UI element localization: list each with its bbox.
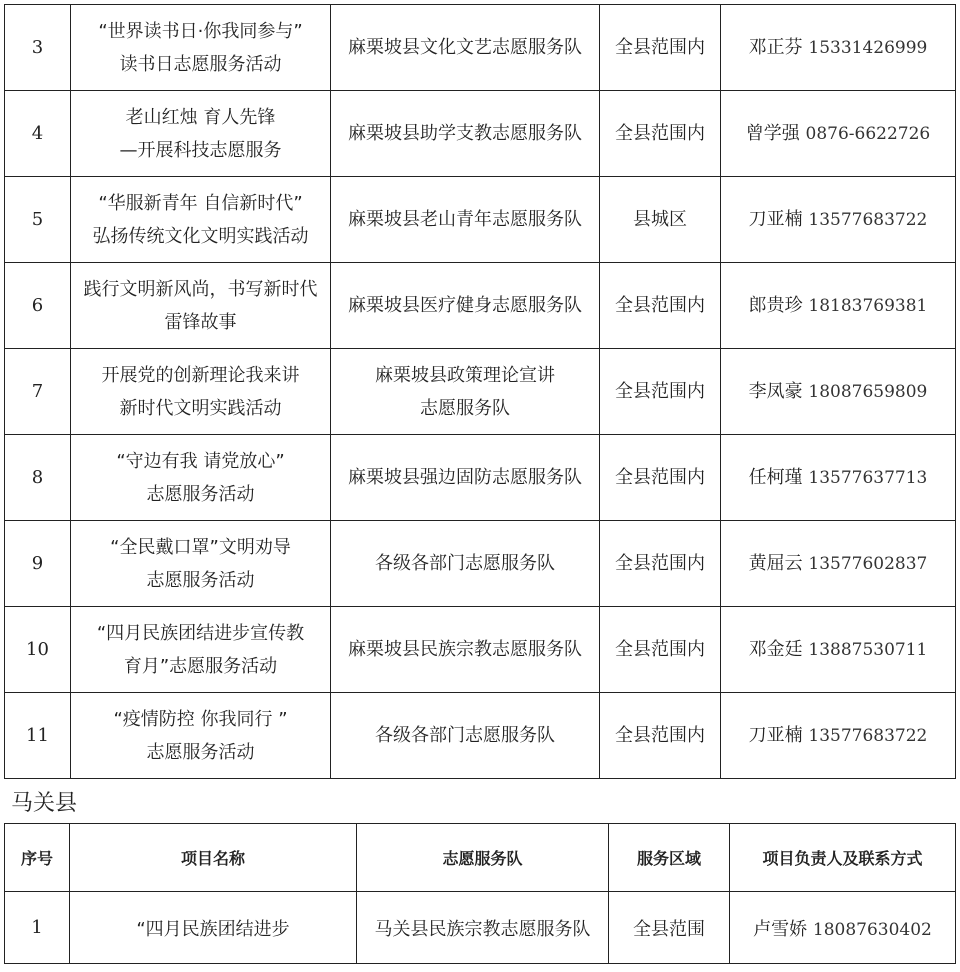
team-line: 各级各部门志愿服务队 (375, 725, 555, 746)
team-line: 麻栗坡县强边固防志愿服务队 (348, 467, 582, 488)
row-team (331, 349, 600, 435)
row-team: 马关县民族宗教志愿服务队 (357, 892, 609, 964)
project-line: 新时代文明实践活动 (119, 397, 282, 419)
team-line: 麻栗坡县助学支教志愿服务队 (348, 123, 582, 144)
row-team (331, 693, 600, 779)
row-project (71, 607, 331, 693)
team-line: 麻栗坡县民族宗教志愿服务队 (348, 639, 582, 660)
team-line: 麻栗坡县文化文艺志愿服务队 (348, 37, 582, 58)
table-row (5, 91, 956, 177)
row-contact (721, 693, 956, 779)
project-line: 开展党的创新理论我来讲 (101, 364, 300, 386)
row-seq: 11 (5, 693, 71, 779)
table-row (5, 435, 956, 521)
row-region: 全县范围 (609, 892, 730, 964)
row-region: 全县范围内 (600, 91, 721, 177)
row-project (71, 91, 331, 177)
project-line: “华服新青年 自信新时代” (98, 192, 303, 214)
project-line: “疫情防控 你我同行 ” (113, 708, 288, 730)
row-team (331, 263, 600, 349)
row-region: 县城区 (600, 177, 721, 263)
row-project: “四月民族团结进步 (70, 892, 357, 964)
row-team (331, 521, 600, 607)
row-region: 全县范围内 (600, 435, 721, 521)
header-team: 志愿服务队 (357, 824, 609, 892)
table-row (5, 5, 956, 91)
project-line: “世界读书日·你我同参与” (98, 20, 303, 42)
project-line: “全民戴口罩”文明劝导 (110, 536, 291, 558)
row-seq: 8 (5, 435, 71, 521)
project-line: 志愿服务活动 (146, 741, 255, 763)
contact-person: 邓正芬 (748, 36, 803, 58)
row-project (71, 263, 331, 349)
header-row (5, 824, 956, 892)
table-row (5, 521, 956, 607)
row-seq: 1 (5, 892, 70, 964)
row-project (71, 5, 331, 91)
header-project: 项目名称 (70, 824, 357, 892)
row-region: 全县范围内 (600, 693, 721, 779)
row-region: 全县范围内 (600, 349, 721, 435)
row-seq: 3 (5, 5, 71, 91)
row-contact (730, 892, 956, 964)
row-contact (721, 177, 956, 263)
row-seq: 10 (5, 607, 71, 693)
contact-phone: 13577637713 (808, 467, 928, 488)
table-row (5, 349, 956, 435)
row-contact (721, 263, 956, 349)
contact-person: 李凤豪 (748, 380, 803, 402)
project-line: 志愿服务活动 (146, 569, 255, 591)
row-team (331, 607, 600, 693)
row-project (71, 693, 331, 779)
row-team (331, 5, 600, 91)
row-project (71, 435, 331, 521)
project-line: 践行文明新风尚，书写新时代 (83, 278, 318, 300)
row-contact (721, 607, 956, 693)
table-body (5, 5, 956, 779)
header-contact: 项目负责人及联系方式 (730, 824, 956, 892)
contact-phone: 0876-6622726 (805, 123, 931, 144)
project-line: 志愿服务活动 (146, 483, 255, 505)
row-seq: 9 (5, 521, 71, 607)
project-line: “守边有我 请党放心” (116, 450, 285, 472)
row-team (331, 91, 600, 177)
row-seq: 5 (5, 177, 71, 263)
row-region: 全县范围内 (600, 5, 721, 91)
team-line: 麻栗坡县医疗健身志愿服务队 (348, 295, 582, 316)
row-contact (721, 521, 956, 607)
contact-phone: 18087659809 (808, 381, 928, 402)
contact-person: 卢雪娇 (753, 918, 808, 940)
contact-person: 曾学强 (745, 122, 800, 144)
contact-phone: 18087630402 (812, 919, 932, 940)
row-contact (721, 435, 956, 521)
contact-person: 邓金廷 (748, 638, 803, 660)
row-seq: 4 (5, 91, 71, 177)
row-project (71, 521, 331, 607)
contact-person: 郎贵珍 (748, 294, 803, 316)
row-project (71, 349, 331, 435)
contact-person: 刀亚楠 (748, 208, 803, 230)
project-line: —开展科技志愿服务 (119, 139, 282, 161)
contact-phone: 18183769381 (808, 295, 928, 316)
contact-phone: 13577683722 (808, 209, 928, 230)
project-line: 弘扬传统文化文明实践活动 (92, 225, 309, 247)
contact-phone: 13887530711 (808, 639, 928, 660)
row-contact (721, 349, 956, 435)
contact-phone: 13577683722 (808, 725, 928, 746)
table-row (5, 607, 956, 693)
row-contact (721, 91, 956, 177)
row-contact (721, 5, 956, 91)
contact-phone: 13577602837 (808, 553, 928, 574)
row-region: 全县范围内 (600, 607, 721, 693)
contact-person: 黄屈云 (748, 552, 803, 574)
row-seq: 7 (5, 349, 71, 435)
volunteer-table-malipo (4, 4, 956, 779)
contact-phone: 15331426999 (808, 37, 928, 58)
contact-person: 刀亚楠 (748, 724, 803, 746)
project-line: “四月民族团结进步宣传教 (96, 622, 305, 644)
project-line: 育月”志愿服务活动 (123, 655, 278, 677)
row-team (331, 177, 600, 263)
project-line: 老山红烛 育人先锋 (125, 106, 276, 128)
row-region: 全县范围内 (600, 521, 721, 607)
header-region: 服务区域 (609, 824, 730, 892)
row-seq: 6 (5, 263, 71, 349)
volunteer-table-maguan (4, 823, 956, 964)
team-line: 各级各部门志愿服务队 (375, 553, 555, 574)
team-line: 志愿服务队 (420, 397, 510, 419)
team-line: 麻栗坡县老山青年志愿服务队 (348, 209, 582, 230)
contact-person: 任柯瑾 (748, 466, 803, 488)
table-row (5, 892, 956, 964)
table-row (5, 693, 956, 779)
row-project (71, 177, 331, 263)
row-region: 全县范围内 (600, 263, 721, 349)
row-team (331, 435, 600, 521)
header-seq: 序号 (5, 824, 70, 892)
project-line: 雷锋故事 (164, 311, 237, 333)
team-line: 麻栗坡县政策理论宣讲 (375, 364, 555, 386)
table-row (5, 177, 956, 263)
table-row (5, 263, 956, 349)
section-title: 马关县 (11, 791, 78, 816)
project-line: 读书日志愿服务活动 (119, 53, 282, 75)
